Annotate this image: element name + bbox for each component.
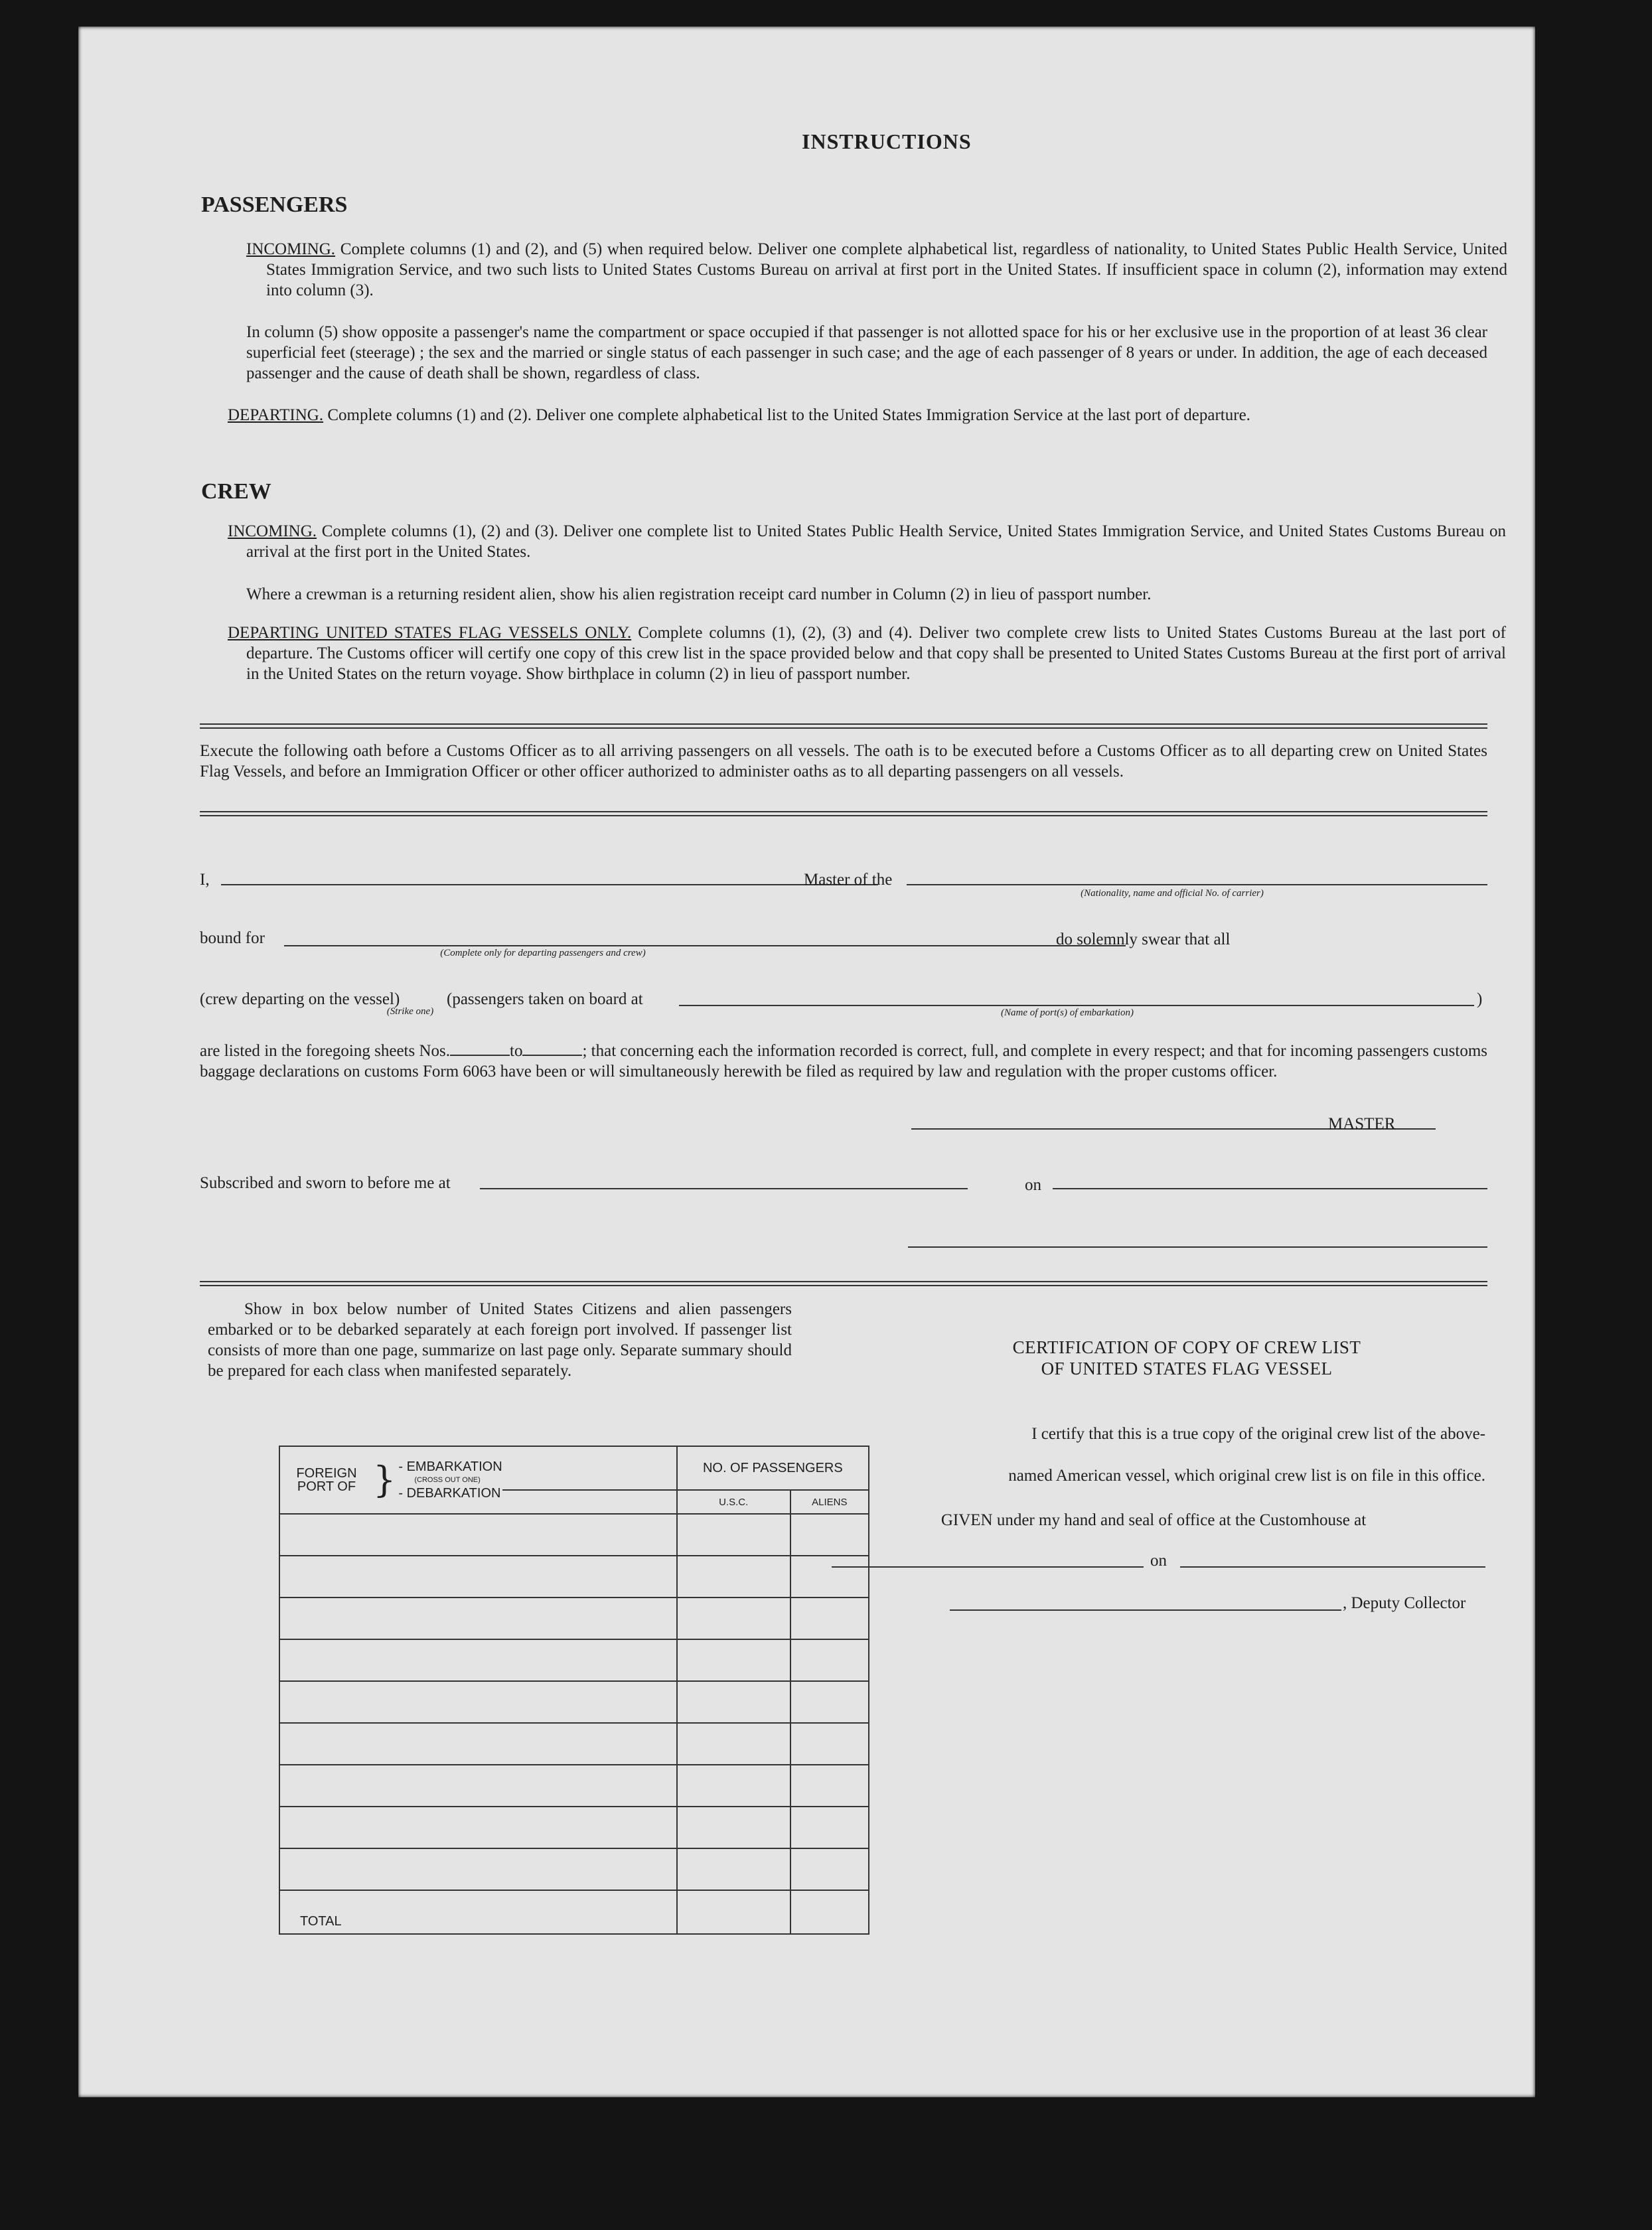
aliens-cell[interactable] xyxy=(790,1807,869,1848)
crew-incoming-label: INCOMING. xyxy=(228,522,317,540)
total-aliens-cell[interactable] xyxy=(790,1890,869,1934)
divider-2 xyxy=(200,811,1487,816)
certification-heading-1: CERTIFICATION OF COPY OF CREW LIST xyxy=(1012,1337,1361,1357)
port-cell[interactable] xyxy=(279,1723,677,1765)
passengers-heading: PASSENGERS xyxy=(201,192,348,217)
passengers-departing-label: DEPARTING. xyxy=(228,406,324,424)
master-of-the-label: Master of the xyxy=(804,871,893,889)
sworn-on-label: on xyxy=(1025,1176,1041,1194)
passengers-departing-text: Complete columns (1) and (2). Deliver one complete alphabetical list to the United States Immigration Service at the last port of departure. xyxy=(327,406,1250,424)
usc-cell[interactable] xyxy=(677,1598,790,1639)
embarkation-port-field[interactable] xyxy=(679,1005,1474,1006)
aliens-cell[interactable] xyxy=(790,1514,869,1556)
bound-caption: (Complete only for departing passengers and crew) xyxy=(440,948,646,958)
sworn-place-field[interactable] xyxy=(480,1188,968,1189)
passengers-departing-paragraph xyxy=(228,405,1506,425)
crew-crewman-paragraph: Where a crewman is a returning resident alien, show his alien registration receipt card number in Column (2) in lieu of passport number. xyxy=(246,585,1152,603)
port-cell[interactable] xyxy=(279,1556,677,1598)
cert-date-field[interactable] xyxy=(1180,1566,1485,1568)
foreign-port-label: FOREIGN PORT OF xyxy=(296,1466,357,1494)
summary-instructions: Show in box below number of United States Citizens and alien passengers embarked or to be debarked separately at each foreign port involved. If passenger list consists of more than one page, summarize on last page only. Separate summary should be prepared for each class when manifested separately. xyxy=(208,1300,792,1380)
passengers-column5-paragraph: In column (5) show opposite a passenger's name the compartment or space occupied if that passenger is not allotted space for his or her exclusive use in the proportion of at least 36 clear superficial feet (steerage) ; the sex and the married or single status of each passenger in such case; and the age of each passenger of 8 years or under. In addition, the age of each deceased passenger and the cause of death shall be shown, regardless of class. xyxy=(246,323,1487,382)
total-label: TOTAL xyxy=(279,1890,677,1934)
certify-line-1: I certify that this is a true copy of the original crew list of the above- xyxy=(1031,1425,1485,1443)
deputy-signature-field[interactable] xyxy=(950,1609,1341,1611)
foreign-port-header xyxy=(279,1446,502,1514)
page-title: INSTRUCTIONS xyxy=(802,129,972,153)
usc-header: U.S.C. xyxy=(677,1490,790,1514)
aliens-cell[interactable] xyxy=(790,1848,869,1890)
usc-cell[interactable] xyxy=(677,1765,790,1807)
nationality-caption: (Nationality, name and official No. of carrier) xyxy=(1081,888,1264,899)
master-label: MASTER xyxy=(1328,1115,1396,1133)
close-paren: ) xyxy=(1477,990,1483,1008)
aliens-cell[interactable] xyxy=(790,1556,869,1598)
brace-icon: } xyxy=(373,1459,396,1501)
embarkation-label: - EMBARKATION xyxy=(398,1459,502,1474)
form-page xyxy=(78,27,1535,2097)
oath-intro-paragraph: Execute the following oath before a Customs Officer as to all arriving passengers on all vessels. The oath is to be executed before a Customs Officer as to all departing crew on United States Flag Vessels, and before an Immigration Officer or other officer authorized to administer oaths as to all departing passengers on all vessels. xyxy=(200,742,1487,780)
aliens-cell[interactable] xyxy=(790,1598,869,1639)
debarkation-label: - DEBARKATION xyxy=(398,1486,501,1501)
ports-caption: (Name of port(s) of embarkation) xyxy=(1001,1007,1134,1018)
usc-cell[interactable] xyxy=(677,1514,790,1556)
crew-departing-option: (crew departing on the vessel) xyxy=(200,990,400,1008)
divider-3 xyxy=(200,1281,1487,1286)
usc-cell[interactable] xyxy=(677,1723,790,1765)
listed-a-text: are listed in the foregoing sheets Nos. xyxy=(200,1042,451,1060)
sheet-to-field[interactable] xyxy=(522,1055,582,1056)
strike-one-caption: (Strike one) xyxy=(386,1006,434,1017)
carrier-field[interactable] xyxy=(907,884,1487,885)
usc-cell[interactable] xyxy=(677,1681,790,1723)
sheet-from-field[interactable] xyxy=(450,1055,510,1056)
given-line: GIVEN under my hand and seal of office at the Customhouse at xyxy=(940,1511,1367,1529)
aliens-cell[interactable] xyxy=(790,1681,869,1723)
passenger-summary-table xyxy=(279,1446,869,1935)
port-cell[interactable] xyxy=(279,1598,677,1639)
bound-for-field[interactable] xyxy=(284,945,1126,946)
cert-on-label: on xyxy=(1150,1552,1167,1570)
crew-heading: CREW xyxy=(201,479,271,504)
aliens-cell[interactable] xyxy=(790,1639,869,1681)
subscribed-label: Subscribed and sworn to before me at xyxy=(200,1174,451,1192)
usc-cell[interactable] xyxy=(677,1848,790,1890)
certify-line-2: named American vessel, which original crew list is on file in this office. xyxy=(1008,1467,1485,1485)
passengers-taken-option: (passengers taken on board at xyxy=(447,990,643,1008)
crew-departing-label: DEPARTING UNITED STATES FLAG VESSELS ONLY. xyxy=(228,624,632,642)
usc-cell[interactable] xyxy=(677,1807,790,1848)
port-cell[interactable] xyxy=(279,1848,677,1890)
passengers-incoming-text: Complete columns (1) and (2), and (5) when required below. Deliver one complete alphabetical list, regardless of nationality, to United States Public Health Service, United States Immigration Service, and two such lists to United States Customs Bureau on arrival at first port in the United States. If insufficient space in column (2), information may extend into column (3). xyxy=(266,240,1508,299)
passengers-incoming-label: INCOMING. xyxy=(246,240,336,258)
bound-for-label: bound for xyxy=(200,929,265,947)
listed-paragraph xyxy=(200,1041,1487,1082)
usc-cell[interactable] xyxy=(677,1639,790,1681)
port-cell[interactable] xyxy=(279,1514,677,1556)
crew-incoming-text: Complete columns (1), (2) and (3). Deliver one complete list to United States Public Health Service, United States Immigration Service, and United States Customs Bureau on arrival at the first port in the United States. xyxy=(246,522,1506,561)
crew-incoming-paragraph xyxy=(228,521,1506,562)
aliens-header: ALIENS xyxy=(790,1490,869,1514)
port-cell[interactable] xyxy=(279,1639,677,1681)
port-cell[interactable] xyxy=(279,1765,677,1807)
aliens-cell[interactable] xyxy=(790,1765,869,1807)
certification-heading-2: OF UNITED STATES FLAG VESSEL xyxy=(1041,1359,1333,1378)
crew-departing-text: Complete columns (1), (2), (3) and (4). Deliver two complete crew lists to United States Customs Bureau at the last port of departure. The Customs officer will certify one copy of this crew list in the space provided below and that copy shall be presented to United States Customs Bureau at the first port of arrival in the United States on the return voyage. Show birthplace in column (2) in lieu of passport number. xyxy=(246,624,1506,683)
divider-1 xyxy=(200,723,1487,729)
usc-cell[interactable] xyxy=(677,1556,790,1598)
listed-to-text: to xyxy=(510,1042,523,1060)
port-cell[interactable] xyxy=(279,1807,677,1848)
total-usc-cell[interactable] xyxy=(677,1890,790,1934)
officer-signature-field[interactable] xyxy=(908,1246,1487,1248)
port-cell[interactable] xyxy=(279,1681,677,1723)
oath-i-label: I, xyxy=(200,871,210,889)
sworn-date-field[interactable] xyxy=(1053,1188,1487,1189)
customhouse-field[interactable] xyxy=(832,1566,1144,1568)
cross-out-label: (CROSS OUT ONE) xyxy=(414,1476,481,1484)
listed-b-text: ; that concerning each the information recorded is correct, full, and complete in every respect; and that for incoming passengers customs baggage declarations on customs Form 6063 have been or will simultaneously herewith be filed as required by law and regulation with the proper customs officer. xyxy=(200,1042,1487,1080)
master-name-field[interactable] xyxy=(221,884,878,885)
aliens-cell[interactable] xyxy=(790,1723,869,1765)
passengers-incoming-paragraph xyxy=(246,239,1507,301)
no-passengers-header: NO. OF PASSENGERS xyxy=(677,1446,869,1490)
crew-departing-paragraph xyxy=(228,623,1506,684)
deputy-collector-label: , Deputy Collector xyxy=(1343,1594,1466,1612)
solemnly-label: do solemnly swear that all xyxy=(1056,930,1231,948)
